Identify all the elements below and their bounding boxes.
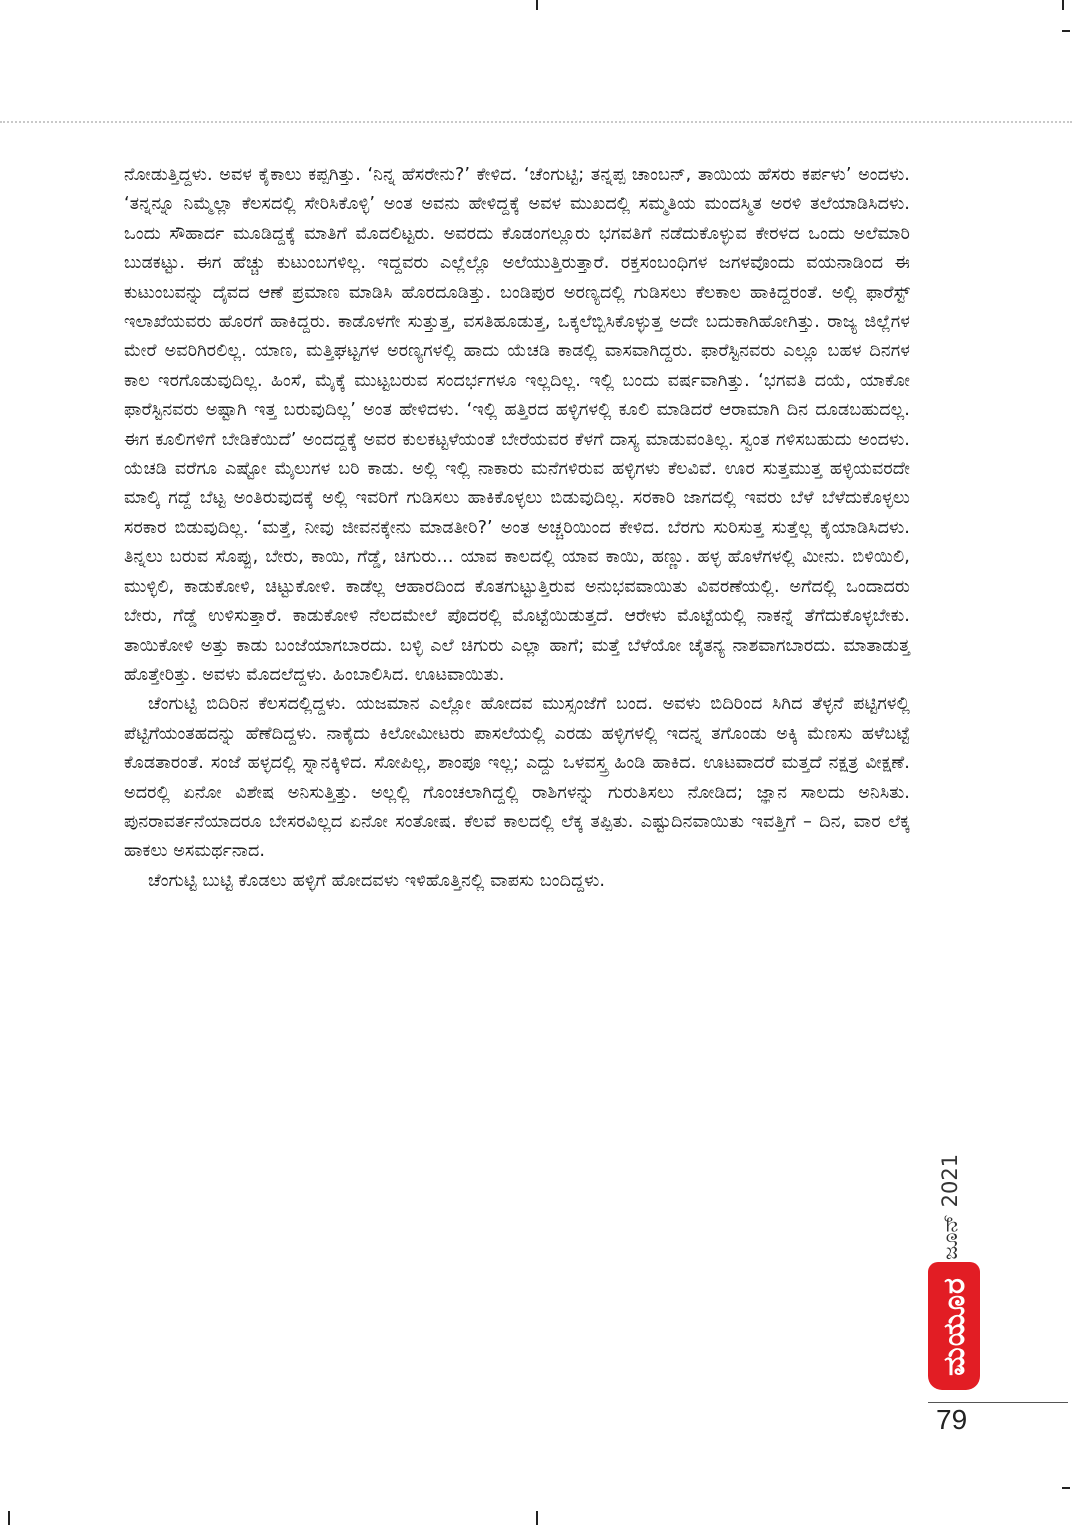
magazine-logo-text: ಮಯೂರ [936, 1276, 972, 1376]
crop-mark-bottom-left [8, 1511, 10, 1525]
crop-mark-right-lower [1062, 1487, 1070, 1489]
crop-mark-top-center [536, 0, 538, 10]
article-paragraph-2: ಚೆಂಗುಟ್ಟಿ ಬಿದಿರಿನ ಕೆಲಸದಲ್ಲಿದ್ದಳು. ಯಜಮಾನ ಎಲ್ಲೋ ಹೋದವ ಮುಸ್ಸಂಜೆಗೆ ಬಂದ. ಅವಳು ಬಿದಿರಿಂದ ಸಿಗಿದ ತೆಳ್ಳನೆ ಪಟ್ಟಿಗಳಲ್ಲಿ ಪೆಟ್ಟಿಗೆಯಂತಹದನ್ನು ಹೆಣೆದಿದ್ದಳು. ನಾಕೈದು ಕಿಲೋಮೀಟರು ಪಾಸಲೆಯಲ್ಲಿ ಎರಡು ಹಳ್ಳಿಗಳಲ್ಲಿ ಇದನ್ನ ತಗೊಂಡು ಅಕ್ಕಿ ಮೆಣಸು ಹಳೆಬಟ್ಟೆ ಕೊಡತಾರಂತೆ. ಸಂಜೆ ಹಳ್ಳದಲ್ಲಿ ಸ್ನಾನಕ್ಕಿಳಿದ. ಸೋಪಿಲ್ಲ, ಶಾಂಪೂ ಇಲ್ಲ; ಎದ್ದು ಒಳವಸ್ತ್ರ ಹಿಂಡಿ ಹಾಕಿದ. ಊಟವಾದರೆ ಮತ್ತದೆ ನಕ್ಷತ್ರ ವೀಕ್ಷಣೆ. ಅದರಲ್ಲಿ ಏನೋ ವಿಶೇಷ ಅನಿಸುತ್ತಿತ್ತು. ಅಲ್ಲಲ್ಲಿ ಗೊಂಚಲಾಗಿದ್ದಲ್ಲಿ ರಾಶಿಗಳನ್ನು ಗುರುತಿಸಲು ನೋಡಿದ; ಜ್ಞಾನ ಸಾಲದು ಅನಿಸಿತು. ಪುನರಾವರ್ತನೆಯಾದರೂ ಬೇಸರವಿಲ್ಲದ ಏನೋ ಸಂತೋಷ. ಕೆಲವೆ ಕಾಲದಲ್ಲಿ ಲೆಕ್ಕ ತಪ್ಪಿತು. ಎಷ್ಟುದಿನವಾಯಿತು ಇವತ್ತಿಗೆ – ದಿನ, ವಾರ ಲೆಕ್ಕ ಹಾಕಲು ಅಸಮರ್ಥನಾದ. [124, 694, 910, 862]
crop-mark-top-right [1062, 0, 1064, 10]
article-paragraph-1: ನೋಡುತ್ತಿದ್ದಳು. ಅವಳ ಕೈಕಾಲು ಕಪ್ಪಗಿತ್ತು. ‘ನಿನ್ನ ಹೆಸರೇನು?’ ಕೇಳಿದ. ‘ಚೆಂಗುಟ್ಟಿ; ತನ್ನಪ್ಪ ಚಾಂಬನ್, ತಾಯಿಯ ಹೆಸರು ಕರ್ಪಳು’ ಅಂದಳು. ‘ತನ್ನನ್ನೂ ನಿಮ್ಮೆಲ್ಲಾ ಕೆಲಸದಲ್ಲಿ ಸೇರಿಸಿಕೊಳ್ಳಿ’ ಅಂತ ಅವನು ಹೇಳಿದ್ದಕ್ಕೆ ಅವಳ ಮುಖದಲ್ಲಿ ಸಮ್ಮತಿಯ ಮಂದಸ್ಮಿತ ಅರಳಿ ತಲೆಯಾಡಿಸಿದಳು. ಒಂದು ಸೌಹಾರ್ದ ಮೂಡಿದ್ದಕ್ಕೆ ಮಾತಿಗೆ ಮೊದಲಿಟ್ಟರು. ಅವರದು ಕೊಡಂಗಲ್ಲೂರು ಭಗವತಿಗೆ ನಡೆದುಕೊಳ್ಳುವ ಕೇರಳದ ಒಂದು ಅಲೆಮಾರಿ ಬುಡಕಟ್ಟು. ಈಗ ಹೆಚ್ಚು ಕುಟುಂಬಗಳಿಲ್ಲ. ಇದ್ದವರು ಎಲ್ಲೆಲ್ಲೊ ಅಲೆಯುತ್ತಿರುತ್ತಾರೆ. ರಕ್ತಸಂಬಂಧಿಗಳ ಜಗಳವೊಂದು ವಯನಾಡಿಂದ ಈ ಕುಟುಂಬವನ್ನು ದೈವದ ಆಣೆ ಪ್ರಮಾಣ ಮಾಡಿಸಿ ಹೊರದೂಡಿತ್ತು. ಬಂಡಿಪುರ ಅರಣ್ಯದಲ್ಲಿ ಗುಡಿಸಲು ಕೆಲಕಾಲ ಹಾಕಿದ್ದರಂತೆ. ಅಲ್ಲಿ ಫಾರೆಸ್ಟ್ ಇಲಾಖೆಯವರು ಹೊರಗೆ ಹಾಕಿದ್ದರು. ಕಾಡೊಳಗೇ ಸುತ್ತುತ್ತ, ವಸತಿಹೂಡುತ್ತ, ಒಕ್ಕಲೆಬ್ಬಿಸಿಕೊಳ್ಳುತ್ತ ಅದೇ ಬದುಕಾಗಿಹೋಗಿತ್ತು. ರಾಜ್ಯ ಜಿಲ್ಲೆಗಳ ಮೇರೆ ಅವರಿಗಿರಲಿಲ್ಲ. ಯಾಣ, ಮತ್ತಿಘಟ್ಟಗಳ ಅರಣ್ಯಗಳಲ್ಲಿ ಹಾದು ಯೆಚಡಿ ಕಾಡಲ್ಲಿ ವಾಸವಾಗಿದ್ದರು. ಫಾರೆಸ್ಟಿನವರು ಎಲ್ಲೂ ಬಹಳ ದಿನಗಳ ಕಾಲ ಇರಗೊಡುವುದಿಲ್ಲ. ಹಿಂಸೆ, ಮೈಕ್ಕೆ ಮುಟ್ಟಬರುವ ಸಂದರ್ಭಗಳೂ ಇಲ್ಲದಿಲ್ಲ. ಇಲ್ಲಿ ಬಂದು ವರ್ಷವಾಗಿತ್ತು. ‘ಭಗವತಿ ದಯೆ, ಯಾಕೋ ಫಾರೆಸ್ಟಿನವರು ಅಷ್ಟಾಗಿ ಇತ್ತ ಬರುವುದಿಲ್ಲ’ ಅಂತ ಹೇಳಿದಳು. ‘ಇಲ್ಲಿ ಹತ್ತಿರದ ಹಳ್ಳಿಗಳಲ್ಲಿ ಕೂಲಿ ಮಾಡಿದರೆ ಆರಾಮಾಗಿ ದಿನ ದೂಡಬಹುದಲ್ಲ. ಈಗ ಕೂಲಿಗಳಿಗೆ ಬೇಡಿಕೆಯಿದೆ’ ಅಂದದ್ದಕ್ಕೆ ಅವರ ಕುಲಕಟ್ಟಳೆಯಂತೆ ಬೇರೆಯವರ ಕೆಳಗೆ ದಾಸ್ಯ ಮಾಡುವಂತಿಲ್ಲ. ಸ್ವಂತ ಗಳಿಸಬಹುದು ಅಂದಳು. ಯೆಚಡಿ ವರೆಗೂ ಎಷ್ಟೋ ಮೈಲುಗಳ ಬರಿ ಕಾಡು. ಅಲ್ಲಿ ಇಲ್ಲಿ ನಾಕಾರು ಮನೆಗಳಿರುವ ಹಳ್ಳಿಗಳು ಕೆಲವಿವೆ. ಊರ ಸುತ್ತಮುತ್ತ ಹಳ್ಳಿಯವರದೇ ಮಾಲ್ಕಿ ಗದ್ದೆ ಬೆಟ್ಟ ಅಂತಿರುವುದಕ್ಕೆ ಅಲ್ಲಿ ಇವರಿಗೆ ಗುಡಿಸಲು ಹಾಕಿಕೊಳ್ಳಲು ಬಿಡುವುದಿಲ್ಲ. ಸರಕಾರಿ ಜಾಗದಲ್ಲಿ ಇವರು ಬೆಳೆ ಬೆಳೆದುಕೊಳ್ಳಲು ಸರಕಾರ ಬಿಡುವುದಿಲ್ಲ. ‘ಮತ್ತೆ, ನೀವು ಜೀವನಕ್ಕೇನು ಮಾಡತೀರಿ?’ ಅಂತ ಅಚ್ಚರಿಯಿಂದ ಕೇಳಿದ. ಬೆರಗು ಸುರಿಸುತ್ತ ಸುತ್ತೆಲ್ಲ ಕೈಯಾಡಿಸಿದಳು. ತಿನ್ನಲು ಬರುವ ಸೊಪ್ಪು, ಬೇರು, ಕಾಯಿ, ಗೆಡ್ಡೆ, ಚಿಗುರು... ಯಾವ ಕಾಲದಲ್ಲಿ ಯಾವ ಕಾಯಿ, ಹಣ್ಣು. ಹಳ್ಳ ಹೊಳೆಗಳಲ್ಲಿ ಮೀನು. ಬಿಳಿಯಿಲಿ, ಮುಳ್ಳಿಲಿ, ಕಾಡುಕೋಳಿ, ಚಿಟ್ಟುಕೋಳಿ. ಕಾಡೆಲ್ಲ ಆಹಾರದಿಂದ ಕೊತಗುಟ್ಟುತ್ತಿರುವ ಅನುಭವವಾಯಿತು ವಿವರಣೆಯಲ್ಲಿ. ಅಗೆದಲ್ಲಿ ಒಂದಾದರು ಬೇರು, ಗೆಡ್ಡೆ ಉಳಿಸುತ್ತಾರೆ. ಕಾಡುಕೋಳಿ ನೆಲದಮೇಲೆ ಪೊದರಲ್ಲಿ ಮೊಟ್ಟೆಯಿಡುತ್ತದೆ. ಆರೇಳು ಮೊಟ್ಟೆಯಲ್ಲಿ ನಾಕನ್ನೆ ತೆಗೆದುಕೊಳ್ಳಬೇಕು. ತಾಯಿಕೋಳಿ ಅತ್ತು ಕಾಡು ಬಂಜೆಯಾಗಬಾರದು. ಬಳ್ಳಿ ಎಲೆ ಚಿಗುರು ಎಲ್ಲಾ ಹಾಗೆ; ಮತ್ತೆ ಬೆಳೆಯೋ ಚೈತನ್ಯ ನಾಶವಾಗಬಾರದು. ಮಾತಾಡುತ್ತ ಹೊತ್ತೇರಿತ್ತು. ಅವಳು ಮೊದಲೆದ್ದಳು. ಹಿಂಬಾಲಿಸಿದ. ಊಟವಾಯಿತು. [124, 165, 910, 685]
issue-month-year: ಜೂನ್ 2021 [938, 1153, 962, 1260]
magazine-logo [928, 1262, 980, 1390]
header-dotted-rule [0, 121, 1072, 123]
article-body [124, 161, 910, 896]
crop-mark-right-upper [1062, 30, 1070, 32]
page-number: 79 [936, 1404, 968, 1435]
folio-rule [928, 1402, 1068, 1403]
crop-mark-bottom-center [536, 1511, 538, 1525]
article-paragraph-3: ಚೆಂಗುಟ್ಟಿ ಬುಟ್ಟಿ ಕೊಡಲು ಹಳ್ಳಿಗೆ ಹೋದವಳು ಇಳಿಹೊತ್ತಿನಲ್ಲಿ ವಾಪಸು ಬಂದಿದ್ದಳು. [148, 870, 606, 891]
